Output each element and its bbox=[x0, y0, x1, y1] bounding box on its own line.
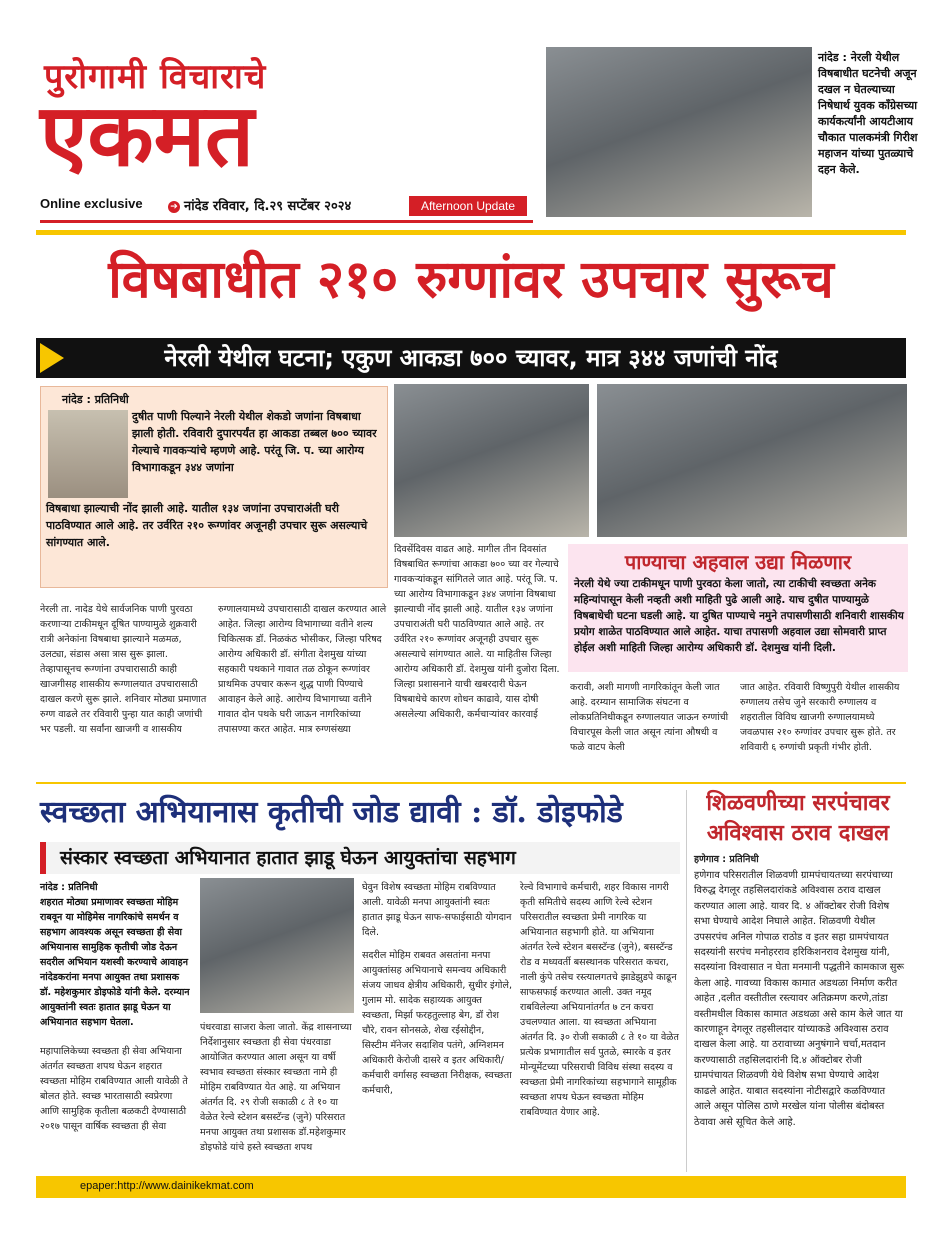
protest-photo-caption: नांदेड : नेरली येथील विषबाधीत घटनेची अजून दखल न घेतल्याच्या निषेधार्थ युवक कॉंग्रेसच्या कार्यकर्त्यांनी आयटीआय चौकात पालकमंत्री गिरीश महाजन यांच्या पुतळ्याचे दहन केले. bbox=[818, 51, 918, 176]
masthead-tagline: पुरोगामी विचाराचे bbox=[44, 57, 267, 97]
lead-column-2: रुग्णालयामध्ये उपचारासाठी दाखल करण्यात आले आहेत. जिल्हा आरोग्य विभागाच्या वतीने शल्य चिकित्सक डॉ. निळकंठ भोसीकर, जिल्हा परिषद आरोग्य अधिकारी डॉ. संगीता देशमुख यांच्या सहकारी पथकाने गावात तळ ठोकून रूग्णांवर प्राथमिक उपचार करून शुद्ध पाणी पिण्याचे आवाहन केले आहे. आरोग्य विभागाच्या वतीने गावात दोन पथके घरी जाऊन नागरिकांच्या तपासण्या करत आहेत. मात्र रुग्णसंख्या bbox=[218, 604, 387, 735]
swachhata-col3-bottom: सदरील मोहिम राबवत असतांना मनपा आयुक्तांसह अभियानाचे समन्वय अधिकारी संजय जाधव क्षेत्रीय अधिकारी, सुधीर इंगोले, गुलाम मो. सादेक सहाय्यक आयुक्त स्वच्छता, मिर्झा फरहतुल्लाह बेग, डॉ रोश चौरे, रावन सोनसळे, शेख रईसोद्दीन, सिस्टीम मॅनेजर सदाशिव पतंगे, अग्निशमन अधिकारी केरोजी दासरे व इतर अधिकारी/ कर्मचारी वर्गासह स्वच्छता निरीक्षक, स्वच्छता कर्मचारी, bbox=[362, 950, 512, 1096]
lead-subheadline: नेरली येथील घटना; एकुण आकडा ७०० च्यावर, मात्र ३४४ जणांची नोंद bbox=[36, 338, 906, 378]
swachhata-intro: शहरात मोठ्या प्रमाणावर स्वच्छता मोहिम राबवून या मोहिमेस नागरिकांचे समर्थन व सहभाग आवश्यक असून स्वच्छता ही सेवा अभियानास सामुहिक कृतीची जोड देऊन सदरील अभियान यशस्वी करण्याचे आवाहन नांदेडकरांना मनपा आयुक्त तथा प्रशासक डॉ. महेशकुमार डोइफोडे यांनी केले. दरम्यान आयुक्तांनी स्वतः हातात झाडू घेऊन या अभियानात सहभाग घेतला. bbox=[40, 897, 190, 1028]
water-report-title[interactable]: पाण्याचा अहवाल उद्या मिळणार bbox=[624, 550, 852, 574]
swachhata-byline-intro bbox=[40, 880, 192, 1030]
lead-byline: नांदेड : प्रतिनिधी bbox=[62, 393, 129, 406]
sweeping-photo[interactable] bbox=[200, 878, 354, 1013]
sarpanch-headline[interactable]: शिळवणीच्या सरपंचावर अविश्वास ठराव दाखल bbox=[706, 790, 890, 846]
play-triangle-icon bbox=[40, 343, 64, 373]
swachhata-subheadline: संस्कार स्वच्छता अभियानात हातात झाडू घेऊन आयुक्तांचा सहभाग bbox=[40, 842, 680, 874]
water-report-text: नेरली येथे ज्या टाकीमधून पाणी पुरवठा केला जातो, त्या टाकीची स्वच्छता अनेक महिन्यांपासून केली नव्हती अशी माहिती पुढे आली आहे. याच दुषीत पाण्यामुळे विषबाधेची घटना घडली आहे. या दुषित पाण्याचे नमुने तपासणीसाठी शनिवारी शासकीय प्रयोग शाळेत पाठविण्यात आले आहेत. याचा तपासणी अहवाल उद्या सोमवारी प्राप्त होईल अशी माहिती जिल्हा आरोग्य अधिकारी डॉ. देशमुख यांनी दिली. bbox=[574, 578, 904, 654]
arrow-right-icon: ➔ bbox=[168, 201, 180, 213]
swachhata-column-3 bbox=[362, 880, 512, 1098]
lead-intro-a: दुषीत पाणी पिल्याने नेरली येथील शेकडो जणांना विषबाधा झाली होती. रविवारी दुपारपर्यंत हा आकडा तब्बल ७०० च्यावर गेल्याचे गावकऱ्यांचे म्हणणे आहे. परंतू जि. प. च्या आरोग्य विभागाकडून ३४४ जणांना bbox=[132, 410, 377, 474]
epaper-link[interactable]: epaper:http://www.dainikekmat.com bbox=[80, 1180, 254, 1192]
swachhata-headline[interactable]: स्वच्छता अभियानास कृतीची जोड द्यावी : डॉ. डोइफोडे bbox=[40, 795, 623, 830]
dateline: ➔ नांदेड रविवार, दि.२९ सप्टेंबर २०२४ bbox=[168, 196, 351, 214]
masthead-logo[interactable]: एकमत bbox=[40, 85, 255, 186]
swachhata-column-4: रेल्वे विभागाचे कर्मचारी, शहर विकास नागरी कृती समितीचे सदस्य आणि रेल्वे स्टेशन परिसरातील स्वच्छता प्रेमी नागरिक या अभियानात सहभागी होते. या अभियाना अंतर्गत रेल्वे स्टेशन बसस्टॅन्ड (जुने), बसस्टॅन्ड रोड व मध्यवर्ती बसस्थानक परिसरात कचरा, नाली कुंपे तसेच रस्त्यालगतचे झाडेझुडपे काढून साफसफाई करण्यात आली. उक्त नमूद राबविलेल्या अभियानांतर्गत ७ टन कचरा उचलण्यात आला. या स्वच्छता अभियाना अंतर्गत दि. ३० रोजी सकाळी ८ ते १० या वेळेत प्रत्येक प्रभागातील सर्व पुतळे, स्मारके व इतर मोन्यूमेंटच्या परिसराची विविध संस्था सदस्य व स्वच्छता प्रेमी नागरिकांच्या सहभागाने सामूहीक स्वच्छता शपथ घेऊन स्वच्छता मोहिम राबविण्यात येणार आहे. bbox=[520, 882, 679, 1118]
hospital-visit-photo[interactable] bbox=[394, 384, 589, 537]
divider-band bbox=[36, 230, 906, 235]
lead-column-4: करावी, अशी मागणी नागरिकांतून केली जात आहे. दरम्यान सामाजिक संघटना व लोकप्रतिनिधीकडून रुग्णालयात जाऊन रुग्णांची विचारपूस केली जात असून त्यांना औषधी व फळे वाटप केली bbox=[570, 682, 729, 753]
sarpanch-text: हणेगाव परिसरातील शिळवणी ग्रामपंचायतच्या सरपंचाच्या विरुद्ध देगलूर तहसिलदारांकडे अविश्वास ठराव दाखल करण्यात आला आहे. यावर दि. ४ ऑक्टोबर रोजी विशेष सभा घेण्याचे आदेश निघाले आहेत. शिळवणी येथील उपसरपंच अनिल गोपाळ राठोड व इतर सहा ग्रामपंचायत सदस्यांनी सरपंच मनोहरराव हरिकिशनराव देशमुख यांनी, सदस्यांना विश्वासात न घेता मनमानी पद्धतीने कामकाज सुरू केला आहे. गावच्या विकास कामात अडथळा निर्माण करीत आहेत ,दलीत वस्तीतील रस्त्यावर अतिक्रमण करणे,तांडा वस्तीमधील विकास कामात अडथळा असे काम केले जात या कारणाहून देगलूर तहसीलदार यांच्याकडे अविश्वास ठराव दाखल केला आहे. या ठरावाच्या अनुषंगाने चर्चा,मतदान करण्यासाठी तहसिलदारांनी दि.४ ऑक्टोबर रोजी ग्रामपंचायत शिळवणी येथे विशेष सभा घेण्याचे आदेश काढले आहेत. याबात सदस्यांना नोटीसद्वारे कळविण्यात आले असून पोलिस ठाणे मरखेल यांना पोलीस बंदोबस्त ठेवावा असे सूचित केले आहे. bbox=[694, 870, 904, 1128]
edition-badge: Afternoon Update bbox=[409, 196, 527, 216]
swachhata-byline: नांदेड : प्रतिनिधी bbox=[40, 882, 98, 893]
sarpanch-byline: हणेगाव : प्रतिनिधी bbox=[694, 854, 759, 865]
swachhata-col3-top: घेवुन विशेष स्वच्छता मोहिम राबविण्यात आली. यावेळी मनपा आयुक्तांनी स्वतः हातात झाडू घेऊन साफ-सफाईसाठी योगदान दिले. bbox=[362, 882, 512, 938]
water-tank-photo[interactable] bbox=[48, 410, 128, 498]
column-rule bbox=[686, 790, 687, 1172]
swachhata-column-1: महापालिकेच्या स्वच्छता ही सेवा अभियाना अंतर्गत स्वच्छता शपथ घेऊन शहरात स्वच्छता मोहिम राबविण्यात आली यावेळी ते बोलत होते. स्वच्छ भारतासाठी स्वप्रेरणा आणि सामुहिक कृतीला बळकटी देण्यासाठी २०१७ पासून वार्षिक स्वच्छता ही सेवा bbox=[40, 1046, 188, 1132]
lead-column-3: दिवसेंदिवस वाढत आहे. मागील तीन दिवसांत विषबाधित रूग्णांचा आकडा ७०० च्या वर गेल्याचे गावकऱ्यांकडून सांगितले जात आहे. परंतू जि. प. च्या आरोग्य विभागाकडून ३४४ जणांना विषबाधा झाल्याची नोंद झाली आहे. यातील १३४ जणांना उपचाराअंती घरी पाठविण्यात आले आहे. तर उर्वरित २१० रूग्णांवर अजूनही उपचार सुरू असल्याचे सांगण्यात आले. या माहितीस जिल्हा आरोग्य अधिकारी डॉ. देशमुख यांनी दुजोरा दिला. जिल्हा प्रशासनाने याची खबरदारी घेऊन विषबाधेचे कारण शोधन काढावे, यास दोषी असलेल्या अधिकारी, कर्मचाऱ्यांवर कारवाई bbox=[394, 544, 560, 720]
lead-column-1: नेरली ता. नादेड येथे सार्वजनिक पाणी पुरवठा करणाऱ्या टाकीमधून दूषित पाण्यामुळे शुक्रवारी रात्री अनेकांना विषबाधा झाल्याने मळमळ, उलट्या, संडास असा त्रास सुरू झाला. तेव्हापासूनच रूग्णांना उपचारासाठी काही खाजगीसह शासकीय रूग्णालयात उपचारासाठी दाखल करणे सुरू झाले. शनिवार मोठ्या प्रमाणात रुग्ण वाढले तर रविवारी पुन्हा यात काही जणांची भर पडली. या सर्वांना खाजगी व शासकीय bbox=[40, 604, 207, 735]
swachhata-column-2: पंधरवाडा साजरा केला जातो. केंद्र शासनाच्या निर्देशानुसार स्वच्छता ही सेवा पंधरवाडा आयोजित करण्यात आला असून या वर्षी स्वभाव स्वच्छता संस्कार स्वच्छता नामे ही मोहिम राबविण्यात येत आहे. या अभियान अंतर्गत दि. २९ रोजी सकाळी ८ ते १० या वेळेत रेल्वे स्टेशन बसस्टॅन्ड (जुने) परिसरात मनपा आयुक्त तथा प्रशासक डॉ.महेशकुमार डोइफोडे यांचे हस्ते स्वच्छता शपथ bbox=[200, 1022, 352, 1153]
section-rule bbox=[36, 782, 906, 784]
patients-ward-photo[interactable] bbox=[597, 384, 907, 537]
lead-headline[interactable]: विषबाधीत २१० रुग्णांवर उपचार सुरूच bbox=[108, 249, 834, 310]
lead-column-5: जात आहेत. रविवारी विष्णुपुरी येथील शासकीय रुग्णालय तसेच जुने सरकारी रुग्णालय व शहरातील विविध खाजगी रुग्णालयामध्ये जवळपास २१० रुग्णांवर उपचार सुरू होते. तर शविवारी ६ रुग्णांची प्रकृती गंभीर होती. bbox=[740, 682, 900, 753]
lead-intro-b: विषबाधा झाल्याची नोंद झाली आहे. यातील १३४ जणांना उपचाराअंती घरी पाठविण्यात आले आहे. तर उर्वरित २१० रूग्णांवर अजूनही उपचार सुरू असल्याचे सांगण्यात आले. bbox=[46, 502, 368, 549]
online-exclusive-label: Online exclusive bbox=[40, 196, 143, 211]
protest-photo[interactable] bbox=[546, 47, 812, 217]
masthead-rule bbox=[40, 220, 533, 223]
